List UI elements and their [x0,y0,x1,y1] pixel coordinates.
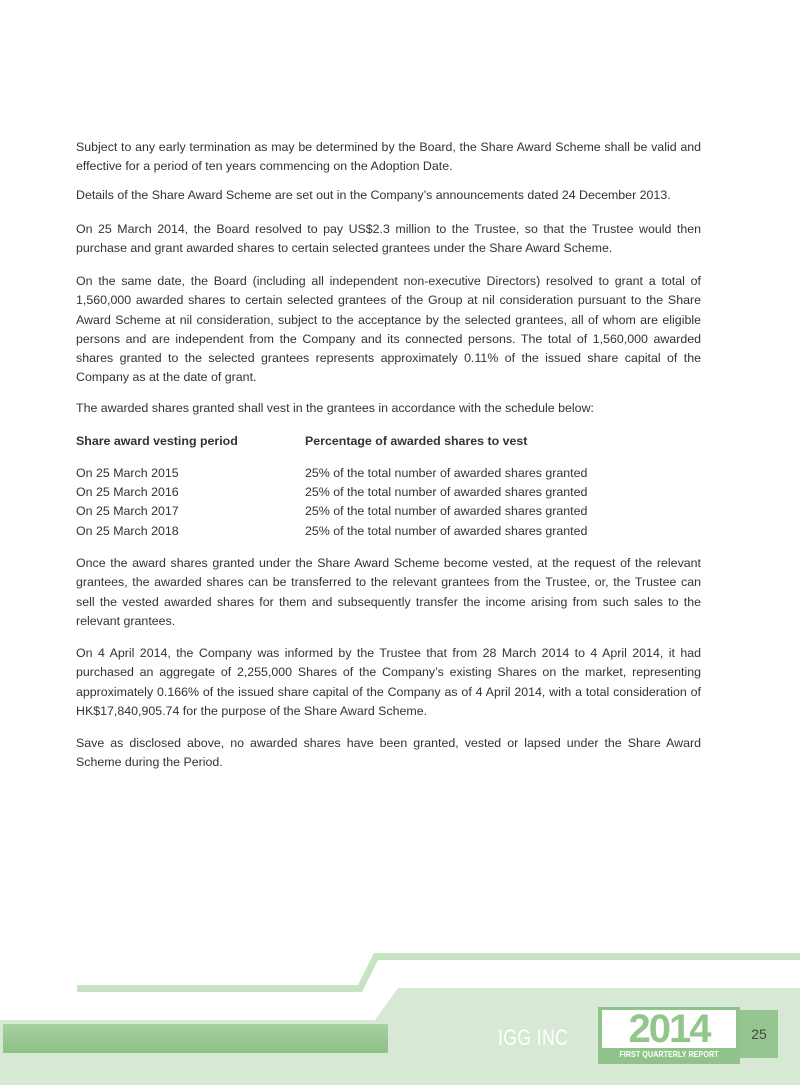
table-cell-period: On 25 March 2016 [76,485,179,499]
table-cell-percentage: 25% of the total number of awarded shares granted [305,524,588,538]
paragraph-purchase: On 4 April 2014, the Company was informed by the Trustee that from 28 March 2014 to 4 April 2014, it had purchased an aggregate of 2,255,000 Shares of the Company’s existing Shares on the market, representing approximately 0.166% of the issued share capital of the Company as of 4 April 2014, with a total consideration of HK$17,840,905.74 for the purpose of the Share Award Scheme. [76,646,701,718]
logo-subtitle: FIRST QUARTERLY REPORT [619,1049,719,1059]
paragraph-validity: Subject to any early termination as may be determined by the Board, the Share Award Scheme shall be valid and effective for a period of ten years commencing on the Adoption Date. [76,140,701,174]
paragraph-save-as-disclosed: Save as disclosed above, no awarded shares have been granted, vested or lapsed under the Share Award Scheme during the Period. [76,736,701,770]
paragraph-details: Details of the Share Award Scheme are set out in the Company’s announcements dated 24 December 2013. [76,188,671,202]
table-cell-percentage: 25% of the total number of awarded shares granted [305,485,588,499]
table-cell-period: On 25 March 2017 [76,504,179,518]
page-number: 25 [740,1010,778,1058]
paragraph-trustee-payment: On 25 March 2014, the Board resolved to pay US$2.3 million to the Trustee, so that the Trustee would then purchase and grant awarded shares to certain selected grantees under the Share Award Scheme. [76,222,701,256]
footer-accent-line [77,953,800,992]
paragraph-grant: On the same date, the Board (including all independent non-executive Directors) resolved to grant a total of 1,560,000 awarded shares to certain selected grantees of the Group at nil consideration pursuant to the Share Award Scheme at nil consideration, subject to the acceptance by the selected grantees, all of whom are eligible persons and are independent from the Company and its connected persons. The total of 1,560,000 awarded shares granted to the selected grantees represents approximately 0.11% of the issued share capital of the Company as at the date of grant. [76,274,701,385]
company-name: IGG INC [498,1025,569,1050]
report-logo [598,1007,740,1064]
paragraph-vest-intro: The awarded shares granted shall vest in the grantees in accordance with the schedule below: [76,401,594,415]
paragraph-transfer: Once the award shares granted under the Share Award Scheme become vested, at the request of the relevant grantees, the awarded shares can be transferred to the relevant grantees from the Trustee, or, the Trustee can sell the vested awarded shares for them and subsequently transfer the income arising from such sales to the relevant grantees. [76,556,701,628]
table-header-percentage: Percentage of awarded shares to vest [305,434,528,448]
table-cell-period: On 25 March 2018 [76,524,179,538]
table-header-period: Share award vesting period [76,434,238,448]
table-cell-percentage: 25% of the total number of awarded shares granted [305,466,588,480]
logo-year: 2014 [602,1010,736,1048]
footer-bar [3,1024,388,1053]
table-cell-percentage: 25% of the total number of awarded shares granted [305,504,588,518]
table-cell-period: On 25 March 2015 [76,466,179,480]
